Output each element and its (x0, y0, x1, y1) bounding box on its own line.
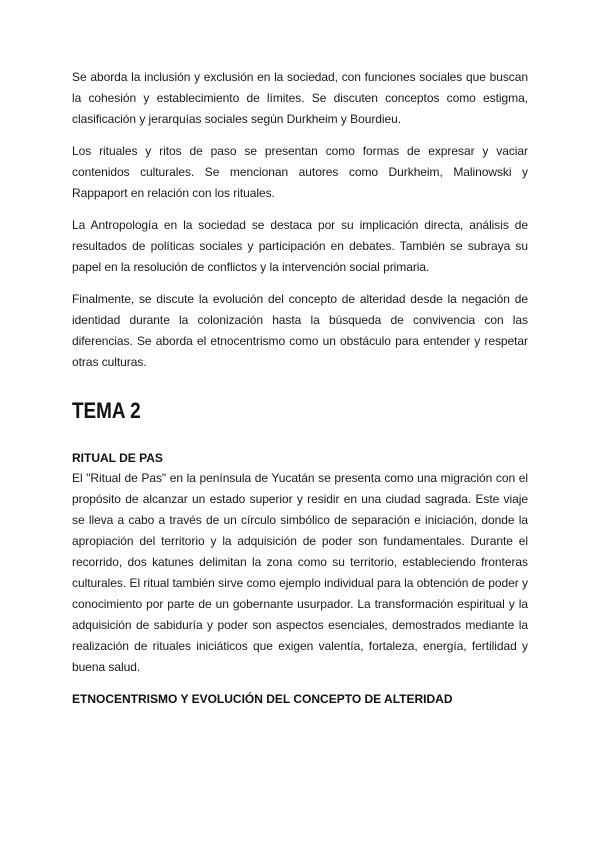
intro-paragraph-rituales: Los rituales y ritos de paso se presentan como formas de expresar y vaciar contenidos culturales. Se mencionan autores como Durkheim, Malinowski y Rappaport en relación con los rituales. (72, 144, 528, 200)
ritual-heading: RITUAL DE PAS (72, 451, 163, 465)
document-page (72, 67, 528, 709)
section-title: TEMA 2 (72, 398, 141, 423)
etnocentrismo-heading: ETNOCENTRISMO Y EVOLUCIÓN DEL CONCEPTO DE ALTERIDAD (72, 692, 453, 706)
intro-paragraph-alteridad: Finalmente, se discute la evolución del concepto de alteridad desde la negación de identidad durante la colonización hasta la búsqueda de convivencia con las diferencias. Se aborda el etnocentrismo como un obstáculo para entender y respetar otras culturas. (72, 292, 528, 369)
intro-paragraph-inclusion: Se aborda la inclusión y exclusión en la sociedad, con funciones sociales que buscan la cohesión y establecimiento de límites. Se discuten conceptos como estigma, clasificación y jerarquías sociales según Durkheim y Bourdieu. (72, 70, 528, 126)
ritual-paragraph: El "Ritual de Pas" en la península de Yucatán se presenta como una migración con el propósito de alcanzar un estado superior y residir en una ciudad sagrada. Este viaje se lleva a cabo a través de un círculo simbólico de separación e iniciación, donde la apropiación del territorio y la adquisición de poder son fundamentales. Durante el recorrido, dos katunes delimitan la zona como su territorio, estableciendo fronteras culturales. El ritual también sirve como ejemplo individual para la obtención de poder y conocimiento por parte de un gobernante usurpador. La transformación espiritual y la adquisición de sabiduría y poder son aspectos esenciales, demostrados mediante la realización de rituales iniciáticos que exigen valentía, fortaleza, energía, fertilidad y buena salud. (72, 471, 528, 674)
intro-paragraph-antropologia: La Antropología en la sociedad se destaca por su implicación directa, análisis de resultados de políticas sociales y participación en debates. También se subraya su papel en la resolución de conflictos y la intervención social primaria. (72, 218, 528, 274)
